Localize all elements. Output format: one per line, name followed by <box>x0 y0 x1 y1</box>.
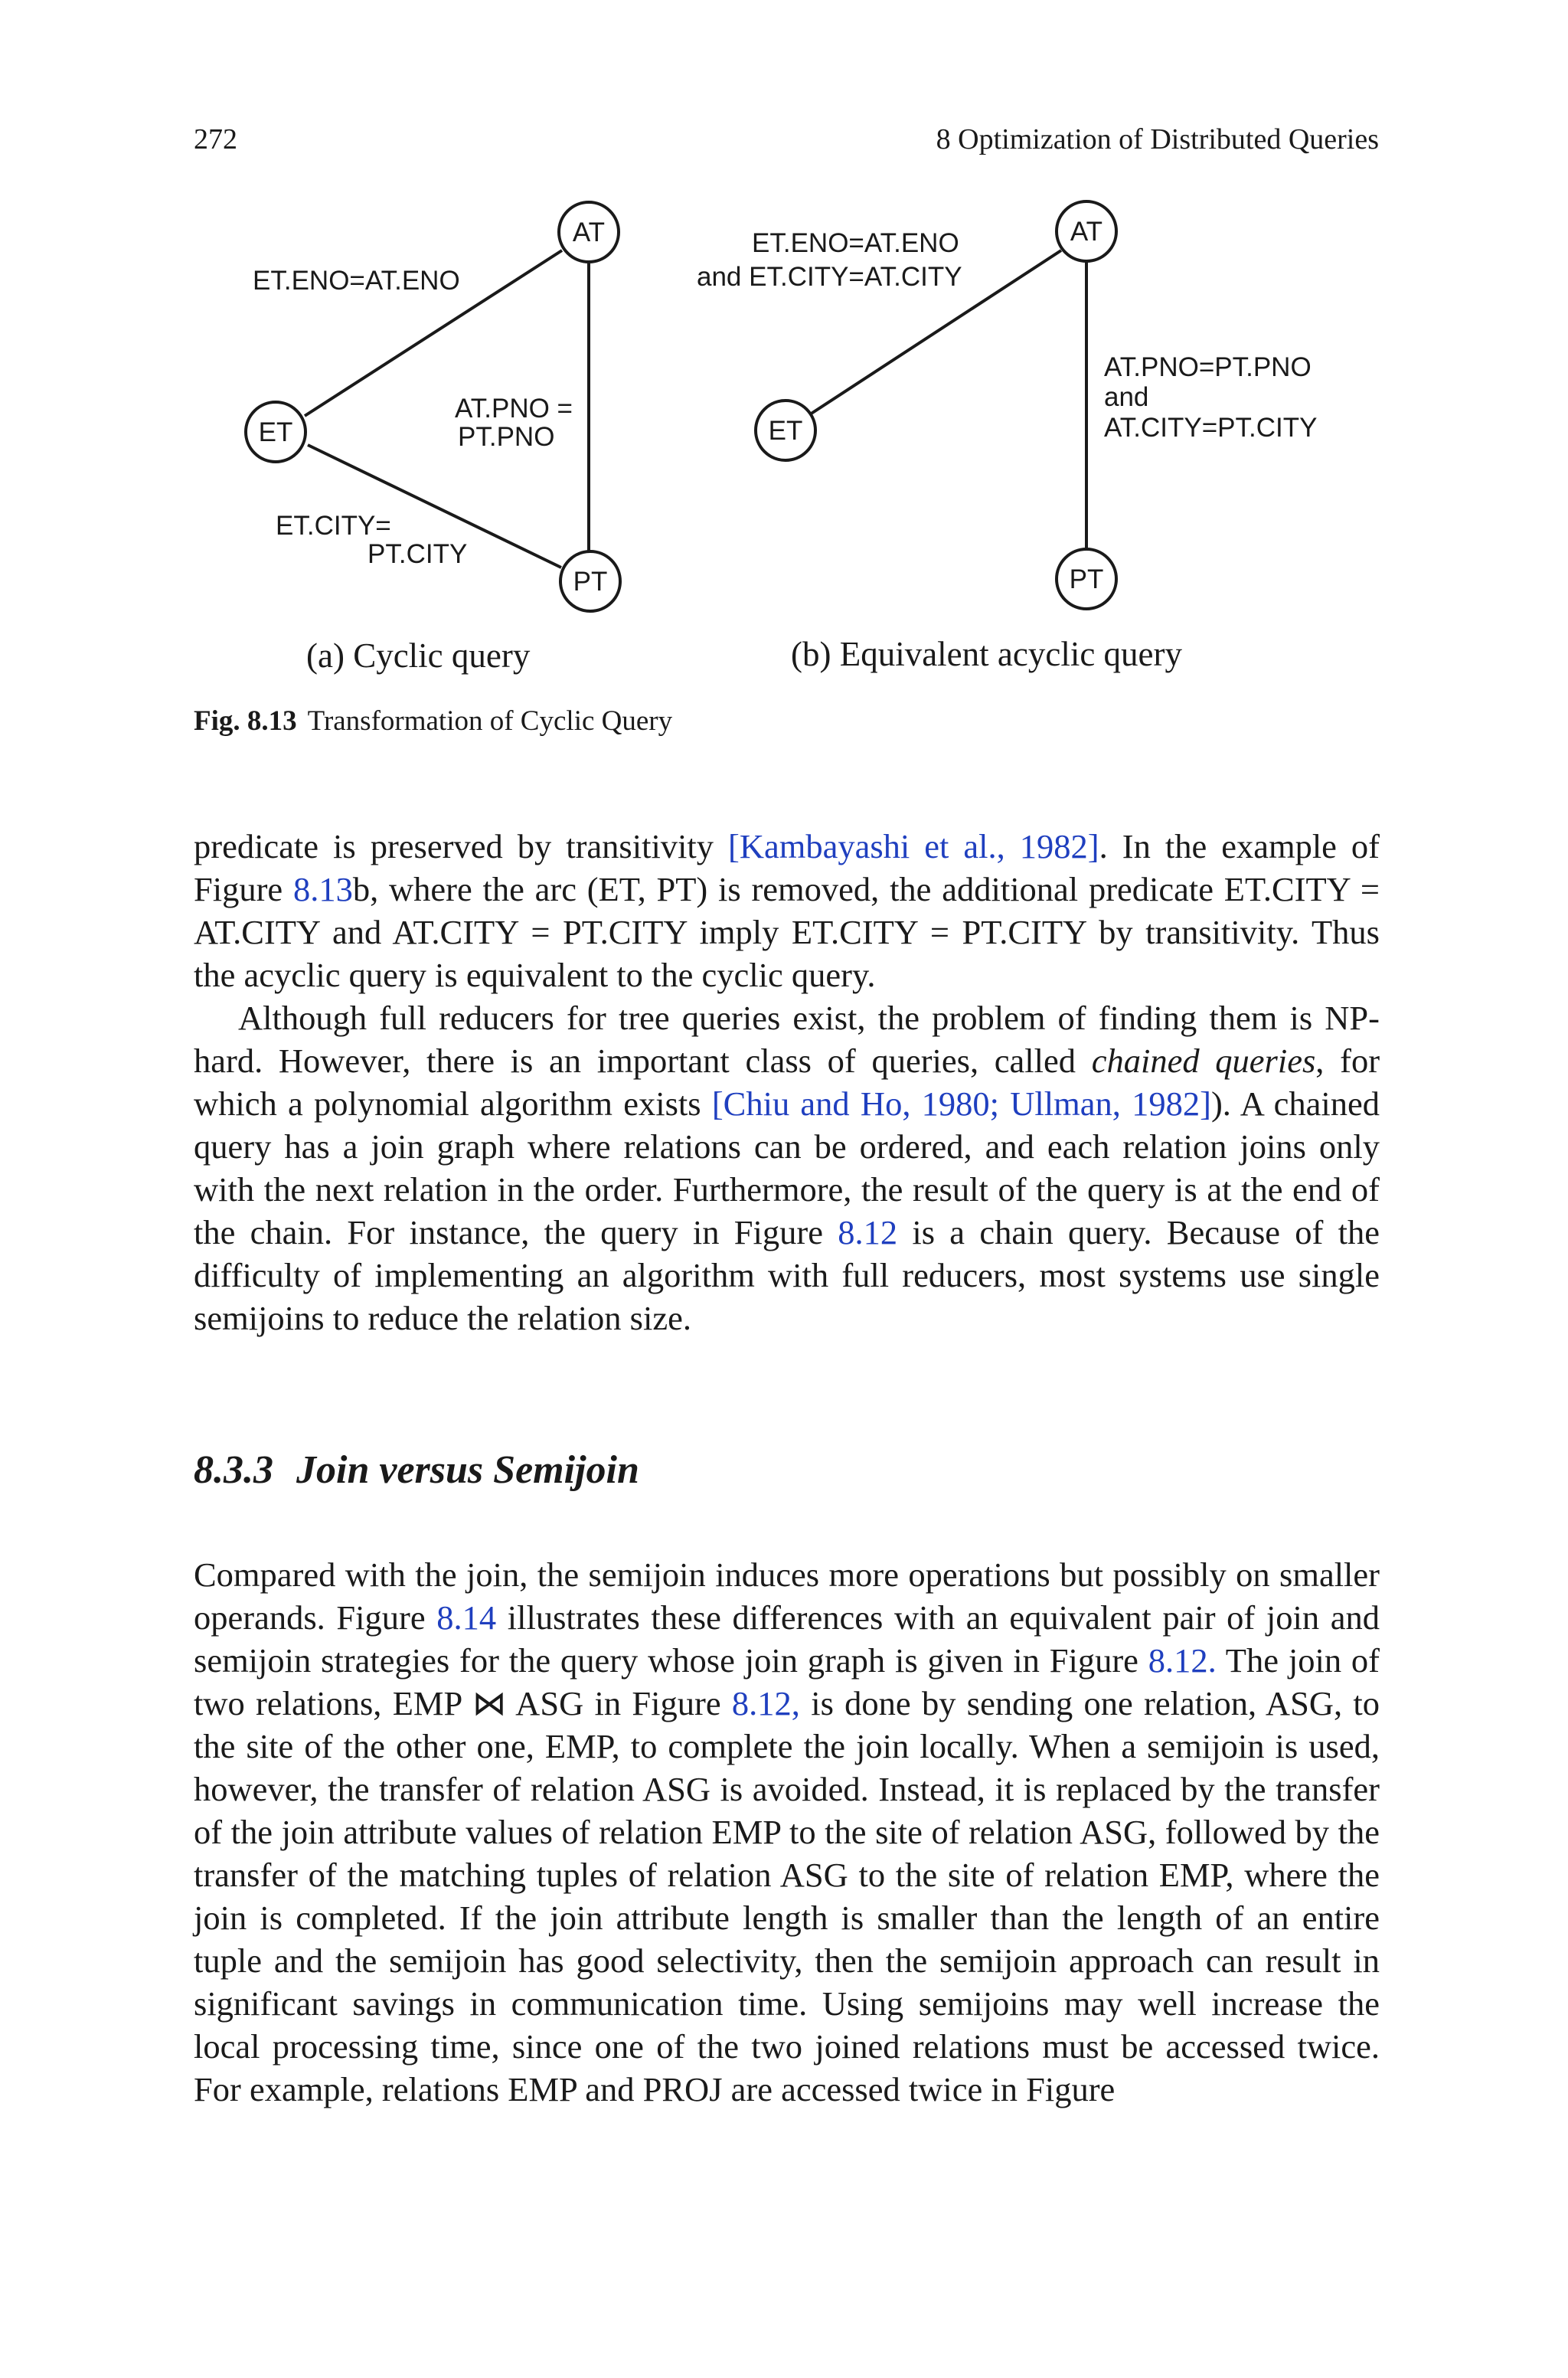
node-at-b-label: AT <box>1070 217 1103 247</box>
text-run: predicate is preserved by transitivity <box>194 827 729 865</box>
caption-a: (a) Cyclic query <box>306 636 531 675</box>
section-title: Join versus Semijoin <box>296 1448 639 1492</box>
edge-label-at-pt-b-2: and <box>1104 382 1149 412</box>
page-number: 272 <box>194 123 237 155</box>
edge-label-at-pt-a-2: PT.PNO <box>458 422 555 452</box>
edge-label-et-pt-a-2: PT.CITY <box>368 539 468 569</box>
text-run: , for which a polynomial algorithm exists <box>194 1042 1380 1123</box>
figure-ref-link[interactable]: 8.13 <box>292 870 353 908</box>
edge-label-at-pt-b-3: AT.CITY=PT.CITY <box>1104 413 1318 443</box>
paragraph-2 <box>194 996 1380 1339</box>
node-pt-b-label: PT <box>1069 564 1104 594</box>
text-run: illustrates these differences with an equivalent pair of join and semijoin strategies for the query whose join graph is given in Figure <box>194 1598 1380 1680</box>
caption-b: (b) Equivalent acyclic query <box>791 635 1183 673</box>
figure-8-13 <box>0 0 1568 766</box>
figure-ref-link[interactable]: 8.12. <box>1148 1641 1217 1680</box>
text-run: Although full reducers for tree queries exist, the problem of finding them is NP-hard. However, there is an important class of queries, called <box>194 999 1380 1080</box>
edge-label-et-pt-a-1: ET.CITY= <box>276 511 391 541</box>
edge-label-et-at-b-2: and ET.CITY=AT.CITY <box>697 262 962 292</box>
edge-label-et-at-b-1: ET.ENO=AT.ENO <box>752 228 959 258</box>
body-text-bottom <box>194 1553 1380 2111</box>
figure-ref-link[interactable]: 8.12 <box>838 1213 898 1251</box>
text-run: The join of two relations, EMP ⋈ ASG in Figure <box>194 1641 1380 1722</box>
running-title: 8 Optimization of Distributed Queries <box>936 123 1379 155</box>
text-run: . In the example of Figure <box>194 827 1380 908</box>
text-run: is done by sending one relation, ASG, to the site of the other one, EMP, to complete the join locally. When a semijoin is used, however, the transfer of relation ASG is avoided. Instead, it is replaced by the transfer of the join attribute values of relation EMP to the site of relation ASG, followed by the transfer of the matching tuples of relation ASG to the site of relation EMP, where the join is completed. If the join attribute length is smaller than the length of an entire tuple and the semijoin has good selectivity, then the semijoin approach can result in significant savings in communication time. Using semijoins may well increase the local processing time, since one of the two joined relations must be accessed twice. For example, relations EMP and PROJ are accessed twice in Figure <box>194 1684 1380 2108</box>
paragraph-1 <box>194 825 1380 996</box>
edge-label-at-pt-a-1: AT.PNO = <box>455 394 573 424</box>
edge-label-et-at-a: ET.ENO=AT.ENO <box>253 266 460 296</box>
figure-ref-link[interactable]: 8.12, <box>731 1684 800 1722</box>
node-et-b-label: ET <box>768 416 803 446</box>
section-number: 8.3.3 <box>194 1448 273 1492</box>
text-run: ). A chained query has a join graph where relations can be ordered, and each relation joins only with the next relation in the order. Furthermore, the result of the query is at the end of the chain. For instance, the query in Figure <box>194 1084 1380 1251</box>
emphasis-term: chained queries <box>1091 1042 1316 1080</box>
citation-link[interactable]: [Chiu and Ho, 1980; Ullman, 1982] <box>711 1084 1211 1123</box>
body-text-top <box>194 825 1380 1339</box>
figure-label: Fig. 8.13 <box>194 705 297 737</box>
paragraph-3 <box>194 1553 1380 2111</box>
section-heading <box>194 1447 639 1493</box>
text-run: b, where the arc (ET, PT) is removed, the additional predicate ET.CITY = AT.CITY and AT.CITY = PT.CITY imply ET.CITY = PT.CITY by transitivity. Thus the acyclic query is equivalent to the cyclic query. <box>194 870 1380 994</box>
node-at-a-label: AT <box>572 218 606 247</box>
figure-caption <box>194 705 672 738</box>
citation-link[interactable]: [Kambayashi et al., 1982] <box>728 827 1099 865</box>
figure-ref-link[interactable]: 8.14 <box>436 1598 497 1637</box>
figure-title: Transformation of Cyclic Query <box>307 705 673 737</box>
edge-label-at-pt-b-1: AT.PNO=PT.PNO <box>1104 352 1312 382</box>
node-pt-a-label: PT <box>573 567 608 597</box>
text-run: Compared with the join, the semijoin induces more operations but possibly on smaller operands. Figure <box>194 1555 1380 1637</box>
text-run: is a chain query. Because of the difficulty of implementing an algorithm with full reducers, most systems use single semijoins to reduce the relation size. <box>194 1213 1380 1337</box>
node-et-a-label: ET <box>258 417 293 447</box>
